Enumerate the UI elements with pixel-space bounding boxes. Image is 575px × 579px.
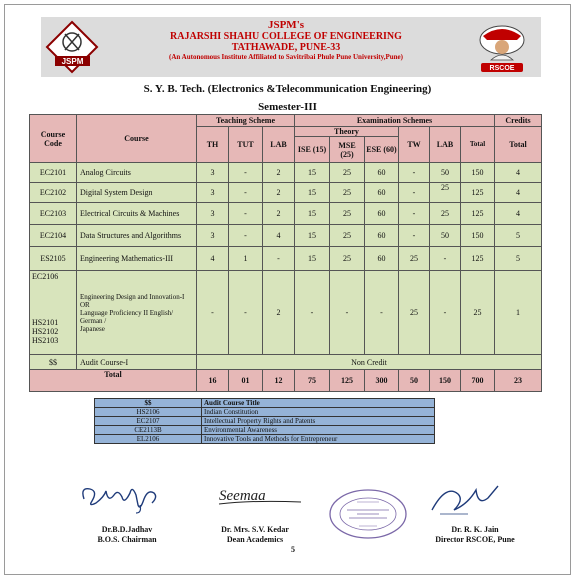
elective-course-lang: Language Proficiency II English/ <box>80 308 174 317</box>
header-ese: ESE (60) <box>365 137 399 163</box>
table-row <box>30 203 542 225</box>
svg-text:Seemaa: Seemaa <box>219 488 266 504</box>
mse-cell: 25 <box>330 247 365 271</box>
total-ese-cell: 300 <box>365 370 399 392</box>
signatory-right <box>420 525 530 545</box>
trust-name: JSPM's <box>267 19 305 31</box>
college-location: TATHAWADE, PUNE-33 <box>231 42 341 53</box>
ese-cell: 60 <box>365 183 399 203</box>
ese-cell: 60 <box>365 203 399 225</box>
ise-cell: 15 <box>295 247 330 271</box>
signature-jadhav-icon <box>78 475 173 515</box>
tut-cell: 1 <box>229 247 263 271</box>
exam-lab-cell: 25 <box>430 183 461 203</box>
tw-cell: - <box>399 183 430 203</box>
th-cell: - <box>197 271 229 355</box>
header-exam-lab: LAB <box>430 127 461 163</box>
table-row <box>30 247 542 271</box>
elective-or: OR <box>80 300 90 309</box>
audit-title: Environmental Awareness <box>202 426 435 435</box>
signatory-left-name: Dr.B.D.Jadhav <box>101 525 153 534</box>
audit-code: EL2106 <box>95 435 202 444</box>
tut-cell: - <box>229 225 263 247</box>
header-credit-total: Total <box>495 127 542 163</box>
course-code-cell: EC2102 <box>30 183 77 203</box>
header-credits: Credits <box>495 115 542 127</box>
total-cell: 25 <box>461 271 495 355</box>
ise-cell: - <box>295 271 330 355</box>
affiliation-note: (An Autonomous Institute Affiliated to Savitribai Phule Pune University,Pune) <box>169 53 403 61</box>
mse-cell: - <box>330 271 365 355</box>
grand-total-cell: 700 <box>461 370 495 392</box>
tut-cell: - <box>229 203 263 225</box>
elective-code-ec2106: EC2106 <box>32 271 59 281</box>
header-lab: LAB <box>263 127 295 163</box>
exam-lab-cell: 50 <box>430 225 461 247</box>
signatory-left <box>82 525 172 545</box>
non-credit-cell: Non Credit <box>197 355 542 370</box>
signatory-right-name: Dr. R. K. Jain <box>451 525 499 534</box>
elective-courses-cell <box>77 271 197 355</box>
signatory-mid-role: Dean Academics <box>226 535 284 544</box>
course-name-cell: Analog Circuits <box>77 163 197 183</box>
lab-cell: - <box>263 247 295 271</box>
signatory-mid-name: Dr. Mrs. S.V. Kedar <box>221 525 289 534</box>
total-th-cell: 16 <box>197 370 229 392</box>
college-name-block <box>111 19 461 61</box>
th-cell: 3 <box>197 183 229 203</box>
tw-cell: 25 <box>399 247 430 271</box>
ise-cell: 15 <box>295 163 330 183</box>
ise-cell: 15 <box>295 183 330 203</box>
total-mse-cell: 125 <box>330 370 365 392</box>
header-th: TH <box>197 127 229 163</box>
audit-title: Innovative Tools and Methods for Entrepreneur <box>202 435 435 444</box>
lab-cell: 2 <box>263 203 295 225</box>
header-teaching-scheme: Teaching Scheme <box>197 115 295 127</box>
ese-cell: 60 <box>365 163 399 183</box>
course-code-cell: EC2103 <box>30 203 77 225</box>
credits-cell: 4 <box>495 203 542 225</box>
audit-header-row <box>95 399 435 408</box>
elective-code-hs2101: HS2101 <box>32 317 59 327</box>
jspm-logo-icon <box>45 20 100 74</box>
course-name-cell: Engineering Mathematics-III <box>77 247 197 271</box>
elective-row <box>30 271 542 355</box>
audit-title: Intellectual Property Rights and Patents <box>202 417 435 426</box>
audit-code: HS2106 <box>95 408 202 417</box>
header-ise: ISE (15) <box>295 137 330 163</box>
svg-text:RSCOE: RSCOE <box>489 65 515 72</box>
elective-code-hs2102: HS2102 <box>32 326 59 336</box>
ise-cell: 15 <box>295 203 330 225</box>
signatory-right-role: Director RSCOE, Pune <box>435 535 515 544</box>
tut-cell: - <box>229 163 263 183</box>
course-code-cell: EC2101 <box>30 163 77 183</box>
scheme-table <box>29 114 542 392</box>
mse-cell: 25 <box>330 225 365 247</box>
college-stamp-icon <box>327 488 409 540</box>
tut-cell: - <box>229 183 263 203</box>
header-examination-schemes: Examination Schemes <box>295 115 495 127</box>
credits-cell: 4 <box>495 163 542 183</box>
college-name: RAJARSHI SHAHU COLLEGE OF ENGINEERING <box>170 31 402 42</box>
total-ise-cell: 75 <box>295 370 330 392</box>
th-cell: 3 <box>197 203 229 225</box>
th-cell: 3 <box>197 163 229 183</box>
header-total: Total <box>461 127 495 163</box>
course-code-cell: ES2105 <box>30 247 77 271</box>
audit-course-table <box>94 398 435 444</box>
total-cell: 125 <box>461 203 495 225</box>
table-row <box>30 225 542 247</box>
audit-code: EC2107 <box>95 417 202 426</box>
exam-lab-cell: - <box>430 271 461 355</box>
header-course-code: Course Code <box>30 115 77 163</box>
ese-cell: - <box>365 271 399 355</box>
total-tut-cell: 01 <box>229 370 263 392</box>
total-cell: 150 <box>461 163 495 183</box>
table-row <box>30 183 542 203</box>
lab-cell: 4 <box>263 225 295 247</box>
mse-cell: 25 <box>330 183 365 203</box>
ise-cell: 15 <box>295 225 330 247</box>
tw-cell: - <box>399 203 430 225</box>
tw-cell: - <box>399 163 430 183</box>
list-item <box>95 426 435 435</box>
header-tut: TUT <box>229 127 263 163</box>
audit-code: CE2113B <box>95 426 202 435</box>
ese-cell: 60 <box>365 225 399 247</box>
audit-row <box>30 355 542 370</box>
audit-course-cell: Audit Course-I <box>77 355 197 370</box>
total-cell: 150 <box>461 225 495 247</box>
svg-text:JSPM: JSPM <box>61 57 84 66</box>
list-item <box>95 417 435 426</box>
credits-cell: 1 <box>495 271 542 355</box>
elective-course-edi: Engineering Design and Innovation-I <box>80 292 185 301</box>
ese-cell: 60 <box>365 247 399 271</box>
signature-jain-icon <box>428 480 503 520</box>
exam-lab-cell: 25 <box>430 203 461 225</box>
header-mse: MSE (25) <box>330 137 365 163</box>
elective-codes-cell <box>30 271 77 355</box>
total-tw-cell: 50 <box>399 370 430 392</box>
total-lab-cell: 12 <box>263 370 295 392</box>
th-cell: 4 <box>197 247 229 271</box>
audit-code-cell: $$ <box>30 355 77 370</box>
credits-cell: 5 <box>495 225 542 247</box>
credits-cell: 4 <box>495 183 542 203</box>
credits-cell: 5 <box>495 247 542 271</box>
lab-cell: 2 <box>263 163 295 183</box>
programme-title: S. Y. B. Tech. (Electronics &Telecommunication Engineering) <box>143 83 432 95</box>
header-tw: TW <box>399 127 430 163</box>
exam-lab-cell: 50 <box>430 163 461 183</box>
mse-cell: 25 <box>330 203 365 225</box>
lab-cell: 2 <box>263 271 295 355</box>
tut-cell: - <box>229 271 263 355</box>
course-code-cell: EC2104 <box>30 225 77 247</box>
college-header <box>41 17 541 77</box>
list-item <box>95 435 435 444</box>
elective-course-german: German / <box>80 316 107 325</box>
elective-course-japanese: Japanese <box>80 324 105 333</box>
audit-header-title: Audit Course Title <box>202 399 435 408</box>
elective-code-hs2103: HS2103 <box>32 335 59 345</box>
header-course: Course <box>77 115 197 163</box>
course-name-cell: Electrical Circuits & Machines <box>77 203 197 225</box>
total-label-cell: Total <box>30 370 197 392</box>
page-number: 5 <box>291 545 295 554</box>
total-cell: 125 <box>461 183 495 203</box>
audit-title: Indian Constitution <box>202 408 435 417</box>
rscoe-logo-icon <box>467 20 537 74</box>
mse-cell: 25 <box>330 163 365 183</box>
list-item <box>95 408 435 417</box>
lab-cell: 2 <box>263 183 295 203</box>
semester-title: Semester-III <box>258 101 317 113</box>
signatory-left-role: B.O.S. Chairman <box>97 535 157 544</box>
signatory-mid <box>200 525 310 545</box>
header-theory: Theory <box>295 127 399 137</box>
tw-cell: 25 <box>399 271 430 355</box>
signature-kedar-icon <box>213 480 313 510</box>
course-name-cell: Digital System Design <box>77 183 197 203</box>
exam-lab-cell: - <box>430 247 461 271</box>
total-exam-lab-cell: 150 <box>430 370 461 392</box>
total-row <box>30 370 542 392</box>
total-credits-cell: 23 <box>495 370 542 392</box>
audit-header-code: $$ <box>95 399 202 408</box>
th-cell: 3 <box>197 225 229 247</box>
total-cell: 125 <box>461 247 495 271</box>
table-row <box>30 163 542 183</box>
course-name-cell: Data Structures and Algorithms <box>77 225 197 247</box>
tw-cell: - <box>399 225 430 247</box>
